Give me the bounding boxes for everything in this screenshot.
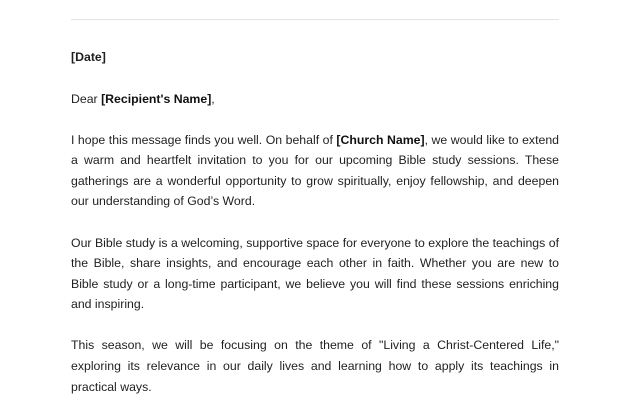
paragraph-description: Our Bible study is a welcoming, supportive space for everyone to explore the teachings of the Bible, share insights, and encourage each other in faith. Whether you are new to Bible study or a long-time participant, we believe you will find these sessions enriching and inspiring. bbox=[71, 235, 559, 312]
paragraph-invitation bbox=[71, 130, 559, 212]
paragraph-invitation-start: I hope this message finds you well. On behalf of bbox=[71, 132, 337, 147]
top-divider bbox=[71, 19, 559, 20]
date-placeholder: [Date] bbox=[71, 50, 106, 64]
letter-body bbox=[71, 47, 559, 397]
church-name-placeholder: [Church Name] bbox=[336, 132, 425, 147]
salutation-prefix: Dear bbox=[71, 91, 102, 106]
salutation-suffix: , bbox=[211, 91, 215, 106]
recipient-name-placeholder: [Recipient's Name] bbox=[101, 91, 212, 106]
salutation bbox=[71, 89, 559, 110]
paragraph-invitation-end: , we would like to extend a warm and heartfelt invitation to you for our upcoming Bible study sessions. These gatherings are a wonderful opportunity to grow spiritually, enjoy fellowship, and deepen our understanding of God’s Word. bbox=[71, 132, 559, 209]
paragraph-theme: This season, we will be focusing on the theme of "Living a Christ-Centered Life," exploring its relevance in our daily lives and learning how to apply its teachings in practical ways. bbox=[71, 338, 559, 394]
